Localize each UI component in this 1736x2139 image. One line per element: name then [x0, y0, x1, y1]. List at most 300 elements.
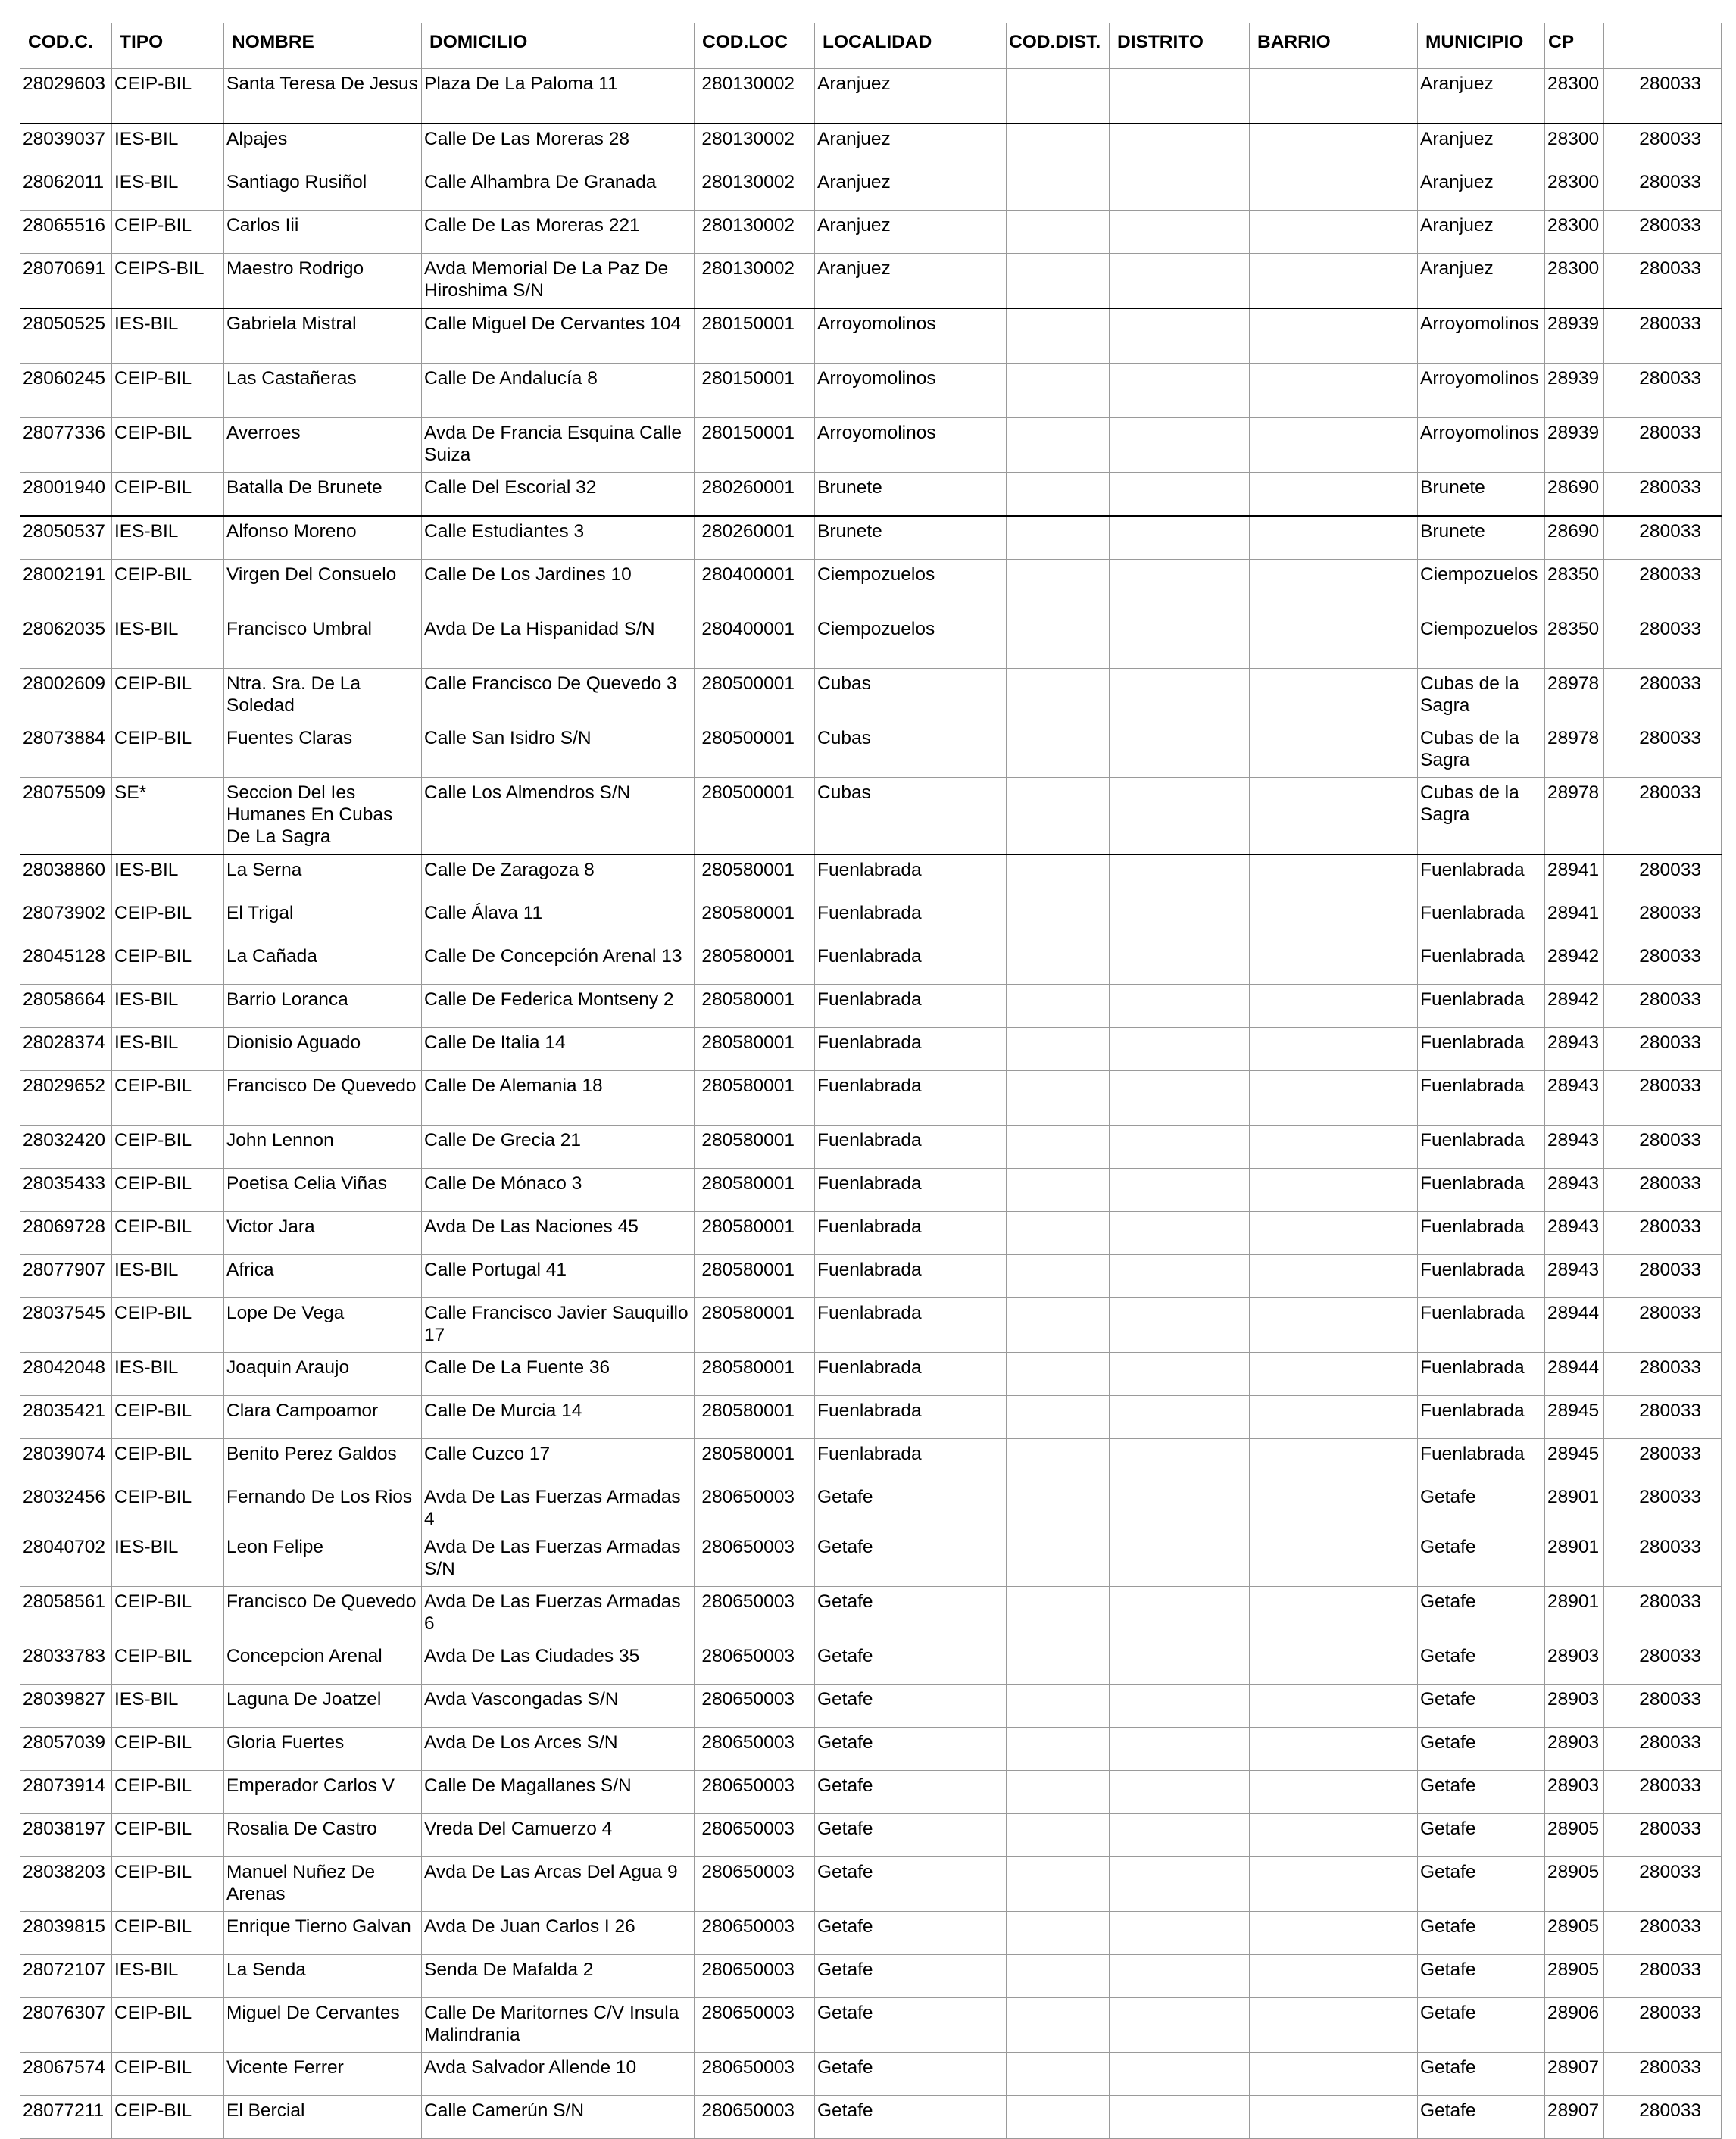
cell-distrito [1110, 123, 1250, 167]
cell-cod-c: 28039074 [20, 1439, 112, 1482]
cell-cod-loc: 280580001 [695, 1353, 815, 1396]
cell-distrito [1110, 2053, 1250, 2096]
cell-cod-c: 28073902 [20, 898, 112, 941]
cell-barrio [1250, 211, 1418, 254]
table-row [20, 1912, 1722, 1955]
cell-cod-dist [1007, 211, 1110, 254]
cell-barrio [1250, 778, 1418, 855]
cell-localidad: Fuenlabrada [815, 1396, 1007, 1439]
table-row [20, 1532, 1722, 1587]
table-row [20, 1439, 1722, 1482]
cell-localidad: Getafe [815, 1771, 1007, 1814]
cell-domicilio: Avda Salvador Allende 10 [422, 2053, 695, 2096]
table-row [20, 854, 1722, 898]
cell-cod-dist [1007, 123, 1110, 167]
cell-domicilio: Calle Los Almendros S/N [422, 778, 695, 855]
cell-cod-dist [1007, 254, 1110, 309]
cell-municipio: Arroyomolinos [1418, 308, 1545, 364]
cell-tipo: IES-BIL [112, 985, 224, 1028]
cell-barrio [1250, 516, 1418, 560]
cell-extra: 280033 [1604, 1532, 1722, 1587]
cell-barrio [1250, 854, 1418, 898]
cell-cod-loc: 280130002 [695, 254, 815, 309]
cell-cod-dist [1007, 898, 1110, 941]
cell-extra: 280033 [1604, 1169, 1722, 1212]
cell-barrio [1250, 254, 1418, 309]
cell-municipio: Brunete [1418, 516, 1545, 560]
table-row [20, 1641, 1722, 1685]
cell-cod-dist [1007, 669, 1110, 723]
table-row [20, 364, 1722, 418]
cell-cp: 28943 [1545, 1169, 1604, 1212]
cell-cp: 28903 [1545, 1771, 1604, 1814]
cell-nombre: Alpajes [224, 123, 422, 167]
cell-distrito [1110, 723, 1250, 778]
cell-municipio: Fuenlabrada [1418, 1126, 1545, 1169]
table-body [20, 69, 1722, 2139]
cell-distrito [1110, 560, 1250, 614]
cell-extra: 280033 [1604, 723, 1722, 778]
cell-domicilio: Avda De La Hispanidad S/N [422, 614, 695, 669]
cell-extra: 280033 [1604, 473, 1722, 517]
cell-barrio [1250, 1532, 1418, 1587]
cell-extra: 280033 [1604, 364, 1722, 418]
cell-cod-dist [1007, 1169, 1110, 1212]
cell-cod-dist [1007, 1955, 1110, 1998]
cell-cod-dist [1007, 418, 1110, 473]
cell-cp: 28907 [1545, 2053, 1604, 2096]
cell-cp: 28907 [1545, 2096, 1604, 2139]
cell-cod-loc: 280580001 [695, 1212, 815, 1255]
cell-extra: 280033 [1604, 1955, 1722, 1998]
cell-distrito [1110, 69, 1250, 124]
cell-cod-c: 28035433 [20, 1169, 112, 1212]
cell-nombre: Leon Felipe [224, 1532, 422, 1587]
cell-distrito [1110, 1532, 1250, 1587]
cell-distrito [1110, 1998, 1250, 2053]
cell-cp: 28905 [1545, 1955, 1604, 1998]
cell-cod-c: 28040702 [20, 1532, 112, 1587]
cell-barrio [1250, 473, 1418, 517]
cell-distrito [1110, 254, 1250, 309]
table-row [20, 1587, 1722, 1641]
cell-extra: 280033 [1604, 1212, 1722, 1255]
cell-tipo: CEIP-BIL [112, 1587, 224, 1641]
table-row [20, 778, 1722, 855]
cell-cod-c: 28077907 [20, 1255, 112, 1298]
cell-barrio [1250, 985, 1418, 1028]
cell-cod-c: 28050537 [20, 516, 112, 560]
cell-nombre: El Bercial [224, 2096, 422, 2139]
cell-barrio [1250, 723, 1418, 778]
cell-cod-c: 28039827 [20, 1685, 112, 1728]
header-cod-loc: COD.LOC [695, 23, 815, 69]
cell-tipo: CEIP-BIL [112, 2053, 224, 2096]
cell-distrito [1110, 473, 1250, 517]
cell-cod-loc: 280650003 [695, 1641, 815, 1685]
cell-localidad: Getafe [815, 1998, 1007, 2053]
cell-tipo: SE* [112, 778, 224, 855]
cell-nombre: Concepcion Arenal [224, 1641, 422, 1685]
cell-municipio: Getafe [1418, 1685, 1545, 1728]
cell-extra: 280033 [1604, 1857, 1722, 1912]
cell-tipo: IES-BIL [112, 1955, 224, 1998]
cell-localidad: Getafe [815, 1912, 1007, 1955]
cell-nombre: John Lennon [224, 1126, 422, 1169]
cell-nombre: Francisco De Quevedo [224, 1587, 422, 1641]
cell-distrito [1110, 1071, 1250, 1126]
cell-municipio: Ciempozuelos [1418, 560, 1545, 614]
cell-cod-loc: 280650003 [695, 1728, 815, 1771]
cell-cod-loc: 280500001 [695, 669, 815, 723]
cell-cod-loc: 280650003 [695, 1771, 815, 1814]
header-extra [1604, 23, 1722, 69]
cell-cod-dist [1007, 1353, 1110, 1396]
cell-municipio: Aranjuez [1418, 211, 1545, 254]
cell-localidad: Fuenlabrada [815, 1126, 1007, 1169]
cell-domicilio: Vreda Del Camuerzo 4 [422, 1814, 695, 1857]
cell-localidad: Ciempozuelos [815, 560, 1007, 614]
cell-cp: 28300 [1545, 167, 1604, 211]
cell-barrio [1250, 1912, 1418, 1955]
table-row [20, 2096, 1722, 2139]
cell-cod-loc: 280580001 [695, 1298, 815, 1353]
cell-cp: 28905 [1545, 1857, 1604, 1912]
cell-cod-loc: 280580001 [695, 1126, 815, 1169]
schools-table-document [20, 23, 1721, 2139]
cell-domicilio: Avda Memorial De La Paz De Hiroshima S/N [422, 254, 695, 309]
cell-domicilio: Calle De Mónaco 3 [422, 1169, 695, 1212]
cell-municipio: Aranjuez [1418, 123, 1545, 167]
cell-municipio: Getafe [1418, 1912, 1545, 1955]
cell-cod-loc: 280650003 [695, 1998, 815, 2053]
cell-tipo: IES-BIL [112, 854, 224, 898]
table-row [20, 167, 1722, 211]
cell-cod-c: 28002191 [20, 560, 112, 614]
cell-distrito [1110, 1439, 1250, 1482]
cell-cod-loc: 280130002 [695, 123, 815, 167]
cell-domicilio: Calle Miguel De Cervantes 104 [422, 308, 695, 364]
cell-localidad: Cubas [815, 669, 1007, 723]
cell-cod-dist [1007, 1685, 1110, 1728]
cell-cp: 28300 [1545, 123, 1604, 167]
cell-tipo: CEIP-BIL [112, 1169, 224, 1212]
cell-tipo: CEIP-BIL [112, 69, 224, 124]
cell-municipio: Fuenlabrada [1418, 1298, 1545, 1353]
cell-domicilio: Calle Estudiantes 3 [422, 516, 695, 560]
cell-cp: 28300 [1545, 69, 1604, 124]
table-row [20, 985, 1722, 1028]
cell-cod-c: 28045128 [20, 941, 112, 985]
cell-cod-c: 28002609 [20, 669, 112, 723]
cell-extra: 280033 [1604, 985, 1722, 1028]
cell-tipo: CEIP-BIL [112, 364, 224, 418]
table-row [20, 2053, 1722, 2096]
cell-nombre: Batalla De Brunete [224, 473, 422, 517]
cell-extra: 280033 [1604, 1353, 1722, 1396]
cell-cod-dist [1007, 1255, 1110, 1298]
cell-extra: 280033 [1604, 560, 1722, 614]
cell-cod-dist [1007, 1857, 1110, 1912]
cell-cod-dist [1007, 1396, 1110, 1439]
cell-barrio [1250, 1771, 1418, 1814]
cell-cod-loc: 280580001 [695, 1439, 815, 1482]
cell-distrito [1110, 1641, 1250, 1685]
cell-nombre: Africa [224, 1255, 422, 1298]
cell-extra: 280033 [1604, 69, 1722, 124]
cell-nombre: Ntra. Sra. De La Soledad [224, 669, 422, 723]
cell-localidad: Fuenlabrada [815, 1298, 1007, 1353]
cell-tipo: CEIP-BIL [112, 1126, 224, 1169]
cell-cod-c: 28073914 [20, 1771, 112, 1814]
cell-barrio [1250, 1255, 1418, 1298]
cell-cod-dist [1007, 854, 1110, 898]
cell-domicilio: Avda De Los Arces S/N [422, 1728, 695, 1771]
cell-cod-c: 28060245 [20, 364, 112, 418]
header-cp: CP [1545, 23, 1604, 69]
cell-distrito [1110, 1685, 1250, 1728]
cell-nombre: Seccion Del Ies Humanes En Cubas De La Sagra [224, 778, 422, 855]
cell-nombre: Averroes [224, 418, 422, 473]
cell-cod-c: 28037545 [20, 1298, 112, 1353]
cell-cod-c: 28042048 [20, 1353, 112, 1396]
cell-tipo: CEIP-BIL [112, 1641, 224, 1685]
cell-distrito [1110, 1255, 1250, 1298]
cell-cod-loc: 280130002 [695, 211, 815, 254]
cell-nombre: Santa Teresa De Jesus [224, 69, 422, 124]
cell-cod-dist [1007, 560, 1110, 614]
cell-cp: 28943 [1545, 1126, 1604, 1169]
cell-localidad: Arroyomolinos [815, 308, 1007, 364]
cell-cod-dist [1007, 723, 1110, 778]
cell-extra: 280033 [1604, 1998, 1722, 2053]
cell-tipo: IES-BIL [112, 308, 224, 364]
cell-distrito [1110, 1587, 1250, 1641]
cell-cod-c: 28038203 [20, 1857, 112, 1912]
cell-cp: 28943 [1545, 1212, 1604, 1255]
cell-extra: 280033 [1604, 2053, 1722, 2096]
cell-domicilio: Avda De Las Ciudades 35 [422, 1641, 695, 1685]
cell-cod-dist [1007, 364, 1110, 418]
cell-barrio [1250, 1071, 1418, 1126]
cell-cod-loc: 280650003 [695, 1532, 815, 1587]
cell-extra: 280033 [1604, 1482, 1722, 1532]
cell-nombre: Emperador Carlos V [224, 1771, 422, 1814]
cell-extra: 280033 [1604, 123, 1722, 167]
cell-domicilio: Calle Francisco De Quevedo 3 [422, 669, 695, 723]
cell-nombre: La Cañada [224, 941, 422, 985]
table-row [20, 723, 1722, 778]
header-barrio: BARRIO [1250, 23, 1418, 69]
cell-tipo: CEIP-BIL [112, 898, 224, 941]
cell-extra: 280033 [1604, 1641, 1722, 1685]
cell-cod-loc: 280580001 [695, 1255, 815, 1298]
cell-domicilio: Calle Portugal 41 [422, 1255, 695, 1298]
cell-cod-dist [1007, 1482, 1110, 1532]
cell-municipio: Getafe [1418, 1998, 1545, 2053]
cell-domicilio: Calle De Las Moreras 28 [422, 123, 695, 167]
cell-nombre: La Senda [224, 1955, 422, 1998]
cell-nombre: Enrique Tierno Galvan [224, 1912, 422, 1955]
cell-municipio: Fuenlabrada [1418, 1169, 1545, 1212]
cell-nombre: Benito Perez Galdos [224, 1439, 422, 1482]
table-row [20, 308, 1722, 364]
cell-domicilio: Senda De Mafalda 2 [422, 1955, 695, 1998]
header-nombre: NOMBRE [224, 23, 422, 69]
cell-nombre: Manuel Nuñez De Arenas [224, 1857, 422, 1912]
cell-municipio: Fuenlabrada [1418, 941, 1545, 985]
cell-nombre: Rosalia De Castro [224, 1814, 422, 1857]
cell-cod-c: 28038860 [20, 854, 112, 898]
cell-cod-c: 28001940 [20, 473, 112, 517]
cell-cod-loc: 280650003 [695, 1685, 815, 1728]
cell-nombre: Dionisio Aguado [224, 1028, 422, 1071]
cell-distrito [1110, 669, 1250, 723]
header-cod-c: COD.C. [20, 23, 112, 69]
cell-localidad: Getafe [815, 2053, 1007, 2096]
cell-distrito [1110, 1169, 1250, 1212]
cell-cp: 28300 [1545, 211, 1604, 254]
cell-cod-c: 28032420 [20, 1126, 112, 1169]
cell-barrio [1250, 1353, 1418, 1396]
cell-cod-dist [1007, 2096, 1110, 2139]
cell-municipio: Fuenlabrada [1418, 1028, 1545, 1071]
cell-barrio [1250, 364, 1418, 418]
cell-cod-dist [1007, 1212, 1110, 1255]
cell-cod-c: 28058561 [20, 1587, 112, 1641]
cell-cp: 28350 [1545, 560, 1604, 614]
cell-municipio: Getafe [1418, 1771, 1545, 1814]
cell-cp: 28903 [1545, 1641, 1604, 1685]
cell-cod-loc: 280400001 [695, 560, 815, 614]
cell-cod-loc: 280650003 [695, 1814, 815, 1857]
cell-barrio [1250, 1396, 1418, 1439]
cell-cod-c: 28069728 [20, 1212, 112, 1255]
cell-cod-loc: 280130002 [695, 167, 815, 211]
cell-cod-dist [1007, 1532, 1110, 1587]
cell-cp: 28943 [1545, 1071, 1604, 1126]
cell-barrio [1250, 1587, 1418, 1641]
cell-cod-dist [1007, 2053, 1110, 2096]
cell-tipo: CEIP-BIL [112, 723, 224, 778]
table-row [20, 1998, 1722, 2053]
cell-domicilio: Calle De Italia 14 [422, 1028, 695, 1071]
cell-extra: 280033 [1604, 1071, 1722, 1126]
cell-cod-loc: 280400001 [695, 614, 815, 669]
cell-municipio: Getafe [1418, 1728, 1545, 1771]
cell-cp: 28942 [1545, 941, 1604, 985]
table-row [20, 1955, 1722, 1998]
cell-tipo: IES-BIL [112, 1353, 224, 1396]
header-localidad: LOCALIDAD [815, 23, 1007, 69]
cell-distrito [1110, 941, 1250, 985]
table-row [20, 123, 1722, 167]
cell-nombre: Laguna De Joatzel [224, 1685, 422, 1728]
cell-nombre: Vicente Ferrer [224, 2053, 422, 2096]
cell-localidad: Getafe [815, 1955, 1007, 1998]
cell-tipo: CEIP-BIL [112, 941, 224, 985]
cell-tipo: CEIP-BIL [112, 1439, 224, 1482]
cell-tipo: IES-BIL [112, 614, 224, 669]
cell-barrio [1250, 2096, 1418, 2139]
cell-domicilio: Calle De Los Jardines 10 [422, 560, 695, 614]
cell-cod-c: 28072107 [20, 1955, 112, 1998]
cell-distrito [1110, 516, 1250, 560]
cell-municipio: Getafe [1418, 1532, 1545, 1587]
cell-distrito [1110, 1298, 1250, 1353]
cell-localidad: Getafe [815, 1532, 1007, 1587]
cell-domicilio: Calle Camerún S/N [422, 2096, 695, 2139]
cell-tipo: CEIP-BIL [112, 1912, 224, 1955]
table-row [20, 418, 1722, 473]
table-row [20, 1814, 1722, 1857]
cell-municipio: Ciempozuelos [1418, 614, 1545, 669]
cell-extra: 280033 [1604, 1587, 1722, 1641]
cell-cod-loc: 280150001 [695, 418, 815, 473]
cell-extra: 280033 [1604, 308, 1722, 364]
cell-cp: 28942 [1545, 985, 1604, 1028]
cell-domicilio: Calle De Magallanes S/N [422, 1771, 695, 1814]
cell-barrio [1250, 1998, 1418, 2053]
cell-cod-loc: 280650003 [695, 1955, 815, 1998]
cell-nombre: Gabriela Mistral [224, 308, 422, 364]
cell-extra: 280033 [1604, 1126, 1722, 1169]
cell-tipo: CEIP-BIL [112, 473, 224, 517]
cell-localidad: Fuenlabrada [815, 941, 1007, 985]
cell-municipio: Getafe [1418, 1587, 1545, 1641]
cell-cp: 28939 [1545, 364, 1604, 418]
cell-cod-dist [1007, 473, 1110, 517]
cell-extra: 280033 [1604, 254, 1722, 309]
cell-cod-dist [1007, 516, 1110, 560]
cell-cp: 28350 [1545, 614, 1604, 669]
cell-barrio [1250, 418, 1418, 473]
cell-tipo: CEIP-BIL [112, 1071, 224, 1126]
cell-distrito [1110, 1912, 1250, 1955]
cell-tipo: CEIPS-BIL [112, 254, 224, 309]
cell-municipio: Fuenlabrada [1418, 898, 1545, 941]
table-row [20, 1396, 1722, 1439]
cell-cp: 28300 [1545, 254, 1604, 309]
cell-tipo: CEIP-BIL [112, 1771, 224, 1814]
cell-nombre: Carlos Iii [224, 211, 422, 254]
cell-cod-dist [1007, 1587, 1110, 1641]
cell-municipio: Cubas de la Sagra [1418, 669, 1545, 723]
cell-extra: 280033 [1604, 1028, 1722, 1071]
cell-cod-loc: 280580001 [695, 985, 815, 1028]
cell-cp: 28944 [1545, 1353, 1604, 1396]
cell-municipio: Getafe [1418, 1955, 1545, 1998]
cell-extra: 280033 [1604, 1771, 1722, 1814]
cell-extra: 280033 [1604, 1439, 1722, 1482]
cell-municipio: Getafe [1418, 1482, 1545, 1532]
cell-cp: 28901 [1545, 1587, 1604, 1641]
cell-cod-loc: 280650003 [695, 1857, 815, 1912]
cell-domicilio: Avda De Las Arcas Del Agua 9 [422, 1857, 695, 1912]
cell-cod-loc: 280650003 [695, 2053, 815, 2096]
cell-nombre: Fuentes Claras [224, 723, 422, 778]
cell-domicilio: Calle Alhambra De Granada [422, 167, 695, 211]
cell-cod-c: 28038197 [20, 1814, 112, 1857]
cell-cod-dist [1007, 1641, 1110, 1685]
cell-tipo: IES-BIL [112, 167, 224, 211]
cell-distrito [1110, 854, 1250, 898]
cell-cp: 28905 [1545, 1814, 1604, 1857]
cell-distrito [1110, 1955, 1250, 1998]
header-municipio: MUNICIPIO [1418, 23, 1545, 69]
cell-extra: 280033 [1604, 516, 1722, 560]
cell-municipio: Getafe [1418, 2096, 1545, 2139]
